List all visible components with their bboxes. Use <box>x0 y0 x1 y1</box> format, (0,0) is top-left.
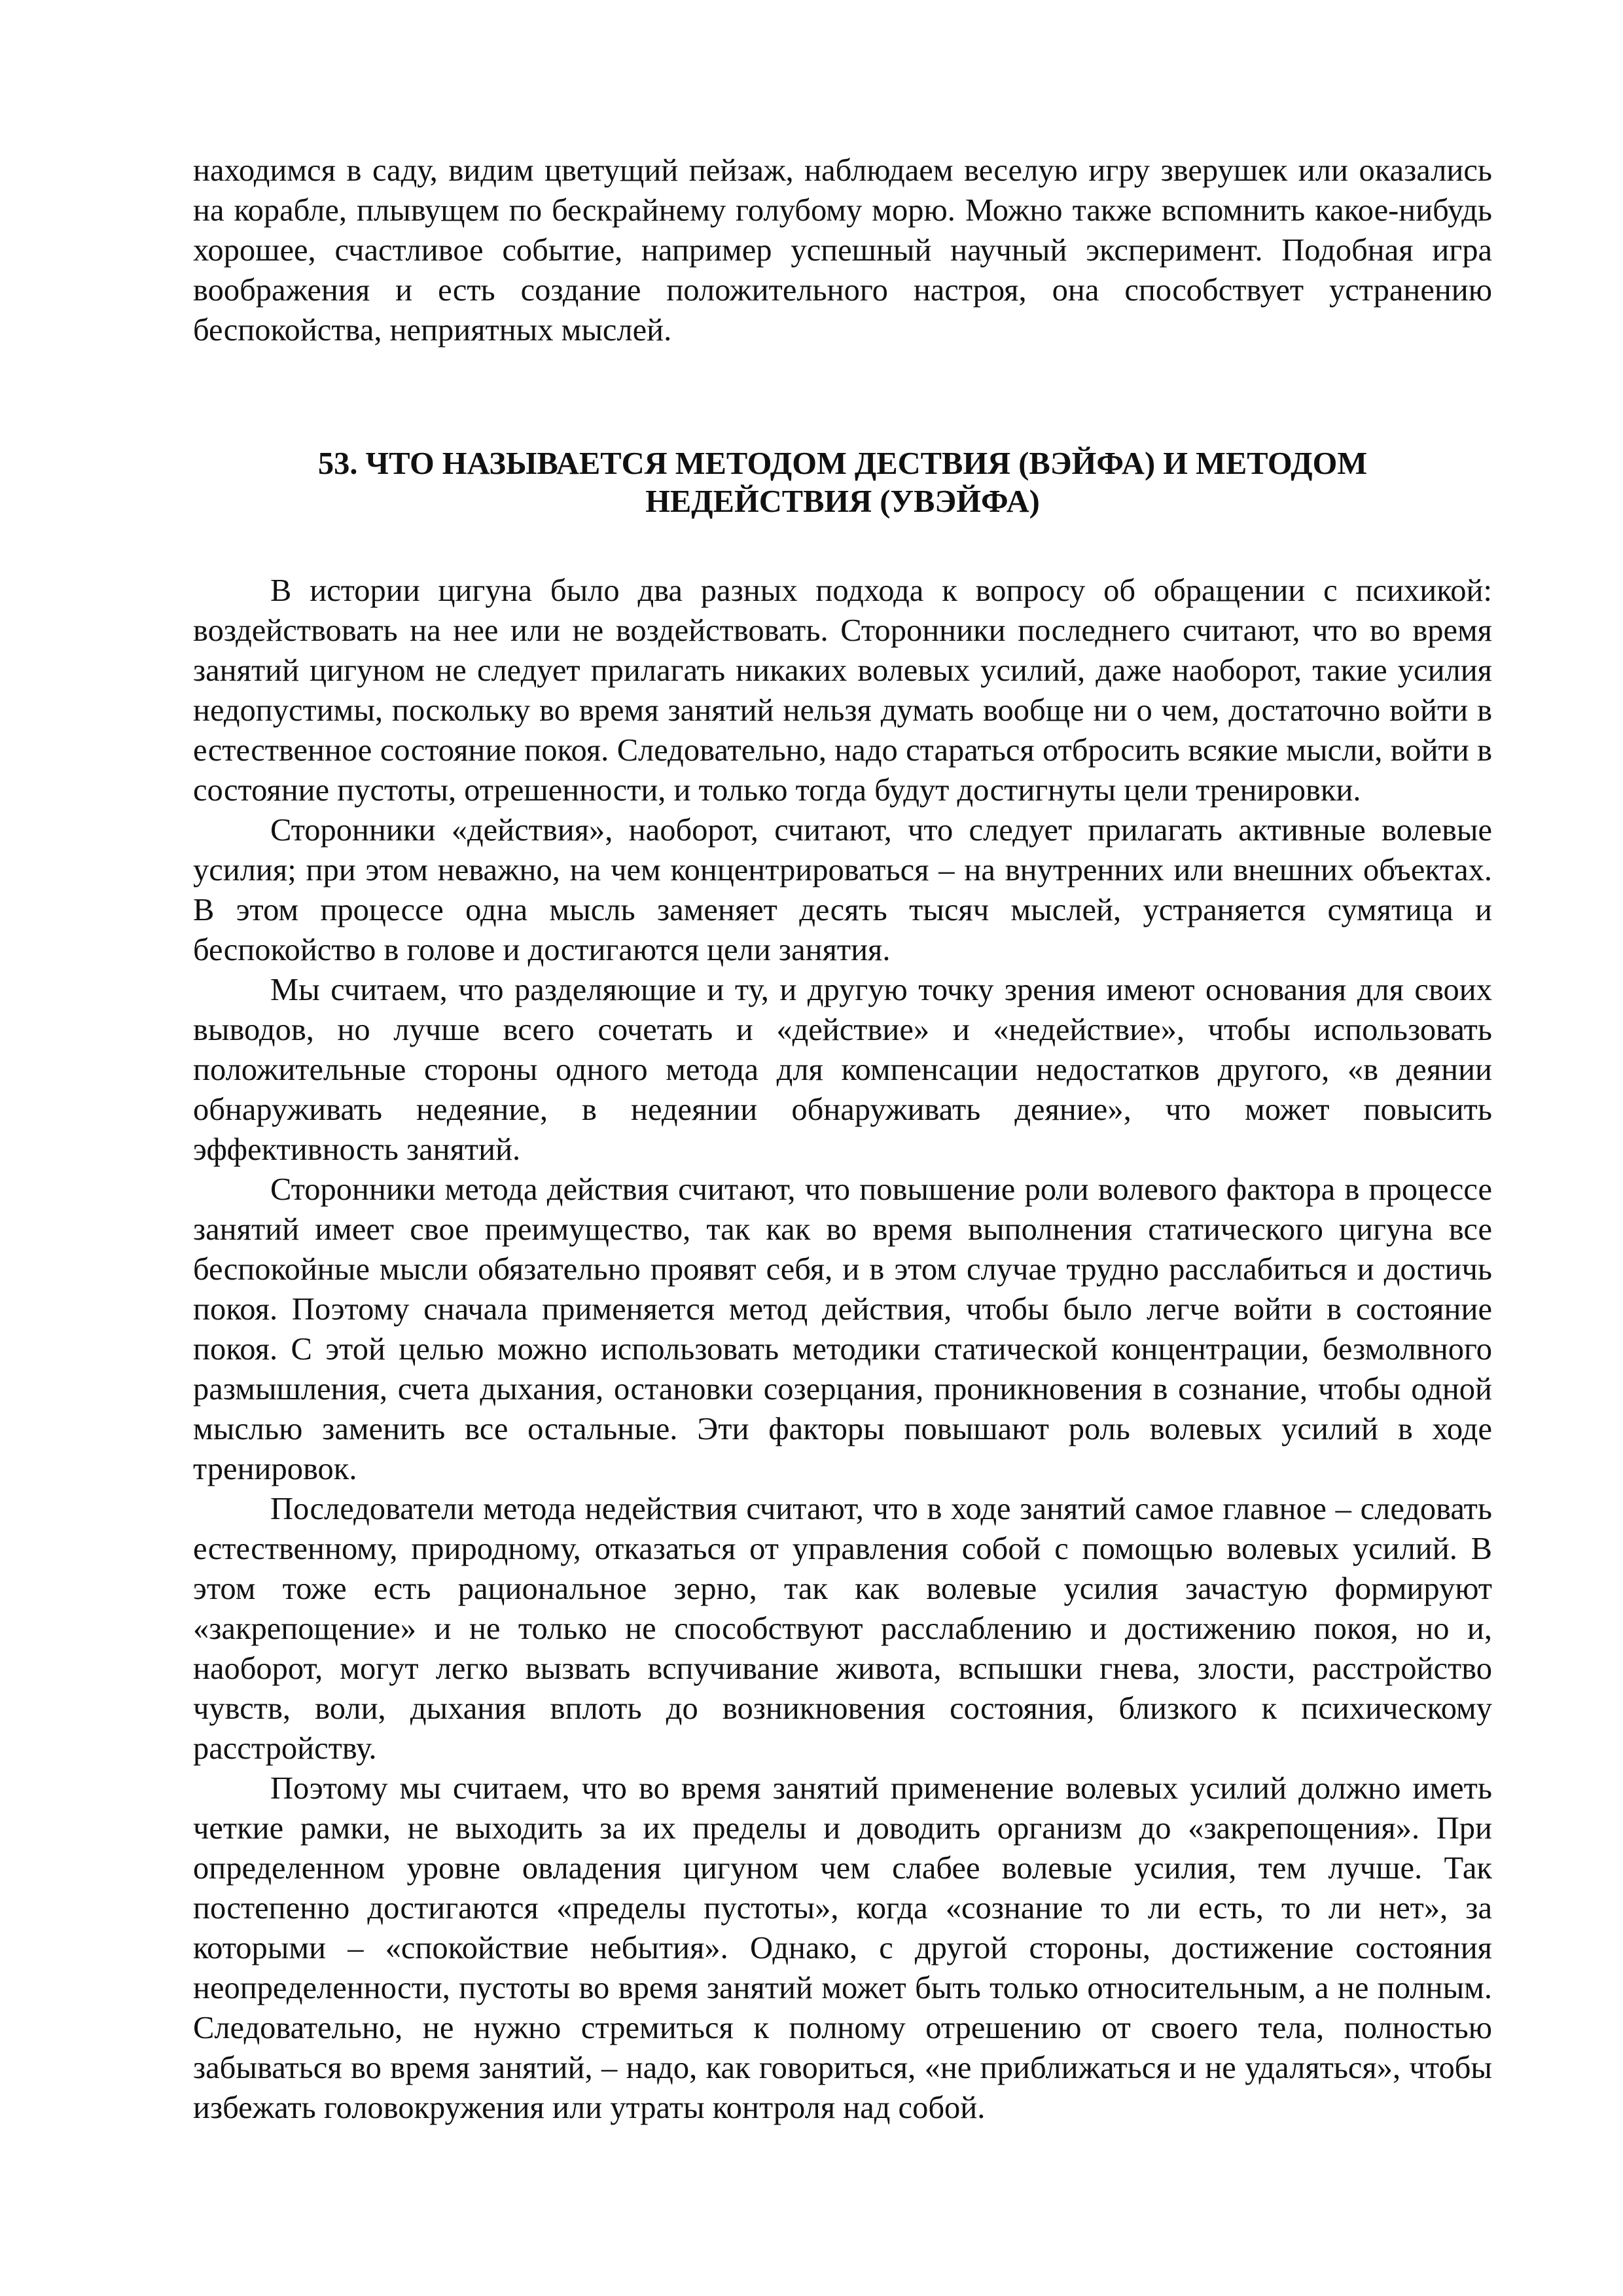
body-paragraph: В истории цигуна было два разных подхода к вопросу об обращении с психикой: воздействовать на нее или не воздействовать. Сторонники последнего считают, что во время занятий цигуном не следует прилагать никаких волевых усилий, даже наоборот, такие усилия недопустимы, поскольку во время занятий нельзя думать вообще ни о чем, достаточно войти в естественное состояние покоя. Следовательно, надо стараться отбросить всякие мысли, войти в состояние пустоты, отрешенности, и только тогда будут достигнуты цели тренировки. <box>193 573 1492 808</box>
document-page <box>193 151 1492 2128</box>
body-paragraph: Последователи метода недействия считают, что в ходе занятий самое главное – следовать естественному, природному, отказаться от управления собой с помощью волевых усилий. В этом тоже есть рациональное зерно, так как волевые усилия зачастую формируют «закрепощение» и не только не способствуют расслаблению и достижению покоя, но и, наоборот, могут легко вызвать вспучивание живота, вспышки гнева, злости, расстройство чувств, воли, дыхания вплоть до возникновения состояния, близкого к психическому расстройству. <box>193 1492 1492 1766</box>
intro-paragraph: находимся в саду, видим цветущий пейзаж, наблюдаем веселую игру зверушек или оказались на корабле, плывущем по бескрайнему голубому морю. Можно также вспомнить какое-нибудь хорошее, счастливое событие, например успешный научный эксперимент. Подобная игра воображения и есть создание положительного настроя, она способствует устранению беспокойства, неприятных мыслей. <box>193 153 1492 348</box>
body-paragraph: Сторонники «действия», наоборот, считают, что следует прилагать активные волевые усилия; при этом неважно, на чем концентрироваться – на внутренних или внешних объектах. В этом процессе одна мысль заменяет десять тысяч мыслей, устраняется сумятица и беспокойство в голове и достигаются цели занятия. <box>193 813 1492 967</box>
body-paragraph: Поэтому мы считаем, что во время занятий применение волевых усилий должно иметь четкие рамки, не выходить за их пределы и доводить организм до «закрепощения». При определенном уровне овладения цигуном чем слабее волевые усилия, тем лучше. Так постепенно достигаются «пределы пустоты», когда «сознание то ли есть, то ли нет», за которыми – «спокойствие небытия». Однако, с другой стороны, достижение состояния неопределенности, пустоты во время занятий может быть только относительным, а не полным. Следовательно, не нужно стремиться к полному отрешению от своего тела, полностью забываться во время занятий, – надо, как говориться, «не приближаться и не удаляться», чтобы избежать головокружения или утраты контроля над собой. <box>193 1771 1492 2125</box>
section-heading-line-1: 53. ЧТО НАЗЫВАЕТСЯ МЕТОДОМ ДЕСТВИЯ (ВЭЙФА) И МЕТОДОМ <box>317 446 1368 481</box>
body-paragraph: Мы считаем, что разделяющие и ту, и другую точку зрения имеют основания для своих выводов, но лучше всего сочетать и «действие» и «недействие», чтобы использовать положительные стороны одного метода для компенсации недостатков другого, «в деянии обнаруживать недеяние, в недеянии обнаруживать деяние», что может повысить эффективность занятий. <box>193 973 1492 1167</box>
section-heading-line-2: НЕДЕЙСТВИЯ (УВЭЙФА) <box>645 484 1040 519</box>
section-heading <box>193 445 1492 521</box>
body-paragraph: Сторонники метода действия считают, что повышение роли волевого фактора в процессе занятий имеет свое преимущество, так как во время выполнения статического цигуна все беспокойные мысли обязательно проявят себя, и в этом случае трудно расслабиться и достичь покоя. Поэтому сначала применяется метод действия, чтобы было легче войти в состояние покоя. С этой целью можно использовать методики статической концентрации, безмолвного размышления, счета дыхания, остановки созерцания, проникновения в сознание, чтобы одной мыслью заменить все остальные. Эти факторы повышают роль волевых усилий в ходе тренировок. <box>193 1172 1492 1486</box>
